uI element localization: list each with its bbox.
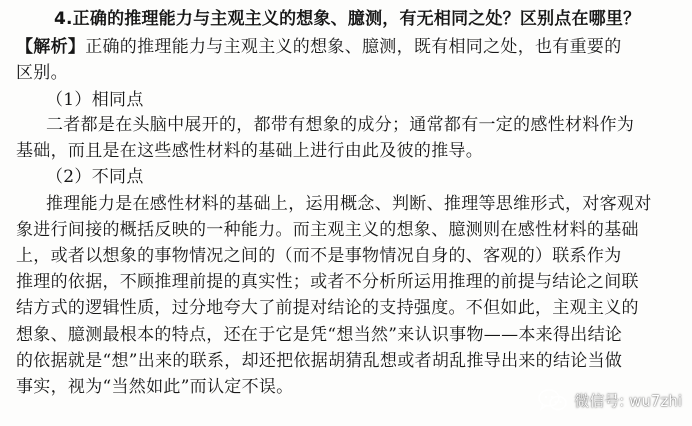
paragraph-line: 的依据就是“想”出来的联系，却还把依据胡猜乱想或者胡乱推导出来的结论当做 — [16, 351, 623, 371]
paragraph-line: 基础，而且是在这些感性材料的基础上进行由此及彼的推导。 — [16, 141, 484, 161]
paragraph-line: 推理能力是在感性材料的基础上，运用概念、判断、推理等思维形式，对客观对 — [46, 194, 652, 214]
question-title: 4.正确的推理能力与主观主义的想象、臆测，有无相同之处？区别点在哪里？ — [54, 9, 641, 29]
section-heading-similarities: （1）相同点 — [46, 90, 144, 110]
analysis-intro: 正确的推理能力与主观主义的想象、臆测，既有相同之处，也有重要的 — [85, 37, 622, 57]
section-heading-differences: （2）不同点 — [46, 167, 144, 187]
paragraph-line: 象进行间接的概括反映的一种能力。而主观主义的想象、臆测则在感性材料的基础 — [16, 220, 639, 240]
paragraph-line: 推理的依据，不顾推理前提的真实性；或者不分析所运用推理的前提与结论之间联 — [16, 272, 639, 292]
paragraph-line: 结方式的逻辑性质，过分地夸大了前提对结论的支持强度。不但如此，主观主义的 — [16, 298, 639, 318]
analysis-tag: 【解析】 — [16, 37, 86, 57]
watermark-text: 微信号: wu7zhi — [574, 391, 682, 410]
wechat-icon — [538, 388, 568, 412]
paragraph-line: 二者都是在头脑中展开的，都带有想象的成分；通常都有一定的感性材料作为 — [46, 115, 635, 135]
paragraph-line: 事实，视为“当然如此”而认定不误。 — [16, 377, 294, 397]
wechat-watermark — [538, 388, 682, 412]
analysis-line-1 — [16, 36, 622, 58]
paragraph-line: 上，或者以想象的事物情况之间的（而不是事物情况自身的、客观的）联系作为 — [16, 246, 622, 266]
paragraph-line: 想象、臆测最根本的特点，还在于它是凭“想当然”来认识事物——本来得出结论 — [16, 325, 623, 345]
analysis-line-2: 区别。 — [16, 63, 68, 83]
